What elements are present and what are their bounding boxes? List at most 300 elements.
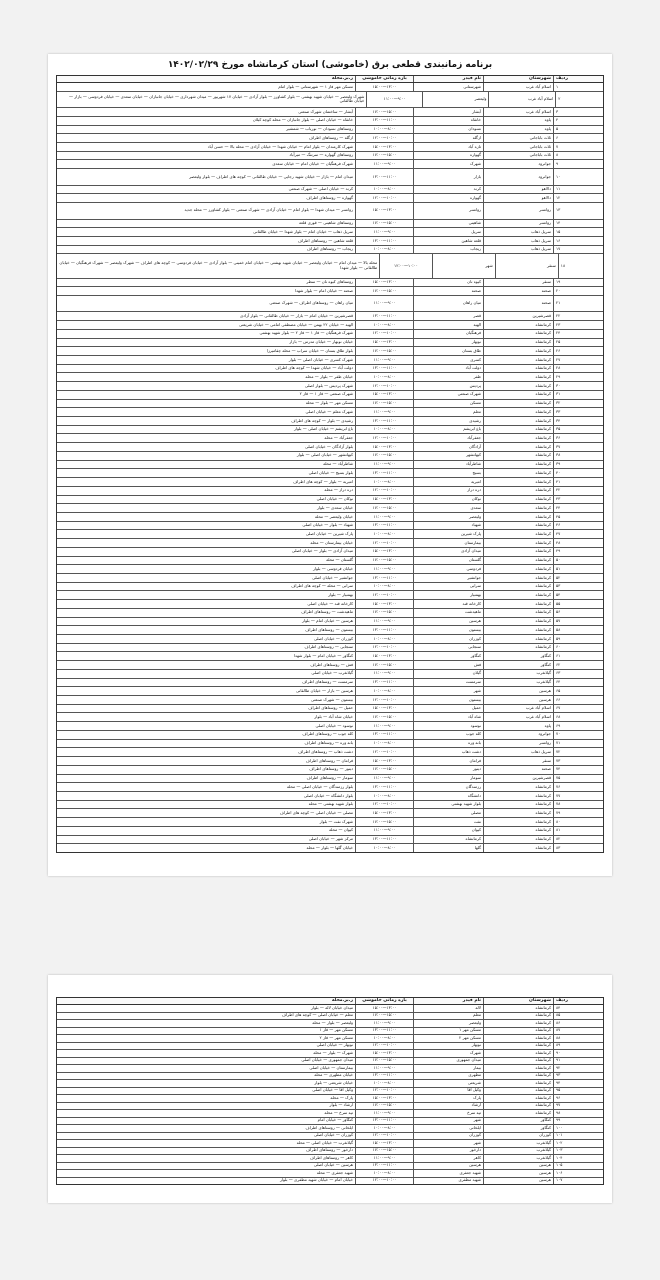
row-feeder: دینور <box>413 766 483 774</box>
row-city: کرمانشاه <box>483 461 553 469</box>
row-area: ایلخانی — روستاهای اطراف <box>305 1125 353 1130</box>
row-city: کرمانشاه <box>483 487 553 495</box>
table-header <box>56 75 604 83</box>
row-area: معلم — خیابان اصلی — کوچه های اطراف <box>281 1012 353 1018</box>
row-time: ۱۲:۰۰—۱۰:۰۰ <box>355 1178 413 1185</box>
row-time: ۱۳:۰۰—۱۱:۰۰ <box>355 1163 413 1170</box>
table-row <box>57 634 603 643</box>
row-index: ۸۹ <box>553 1043 603 1050</box>
row-feeder: شهید جعفری <box>413 1170 483 1177</box>
row-city: کرمانشاه <box>483 434 553 442</box>
row-city: ثلاث باباجانی <box>483 152 553 160</box>
row-feeder: شهر <box>432 254 495 277</box>
row-city: کرمانشاه <box>483 417 553 425</box>
row-city: کرمانشاه <box>483 426 553 434</box>
row-feeder: کرمانشاه <box>413 836 483 844</box>
row-time: ۱۲:۰۰—۱۰:۰۰ <box>355 801 413 809</box>
row-feeder: شهرک صنعتی <box>413 391 483 399</box>
row-index: ۱۰۲ <box>553 1140 603 1147</box>
row-feeder: باغ ابریشم <box>413 426 483 434</box>
row-city: کرمانشاه <box>483 836 553 844</box>
row-index: ۴۷ <box>553 530 603 538</box>
row-area: شهرک صنعتی — فاز ۱ — فاز ۲ <box>299 391 353 397</box>
row-index: ۸۵ <box>553 1013 603 1020</box>
row-area: سرمست — روستاهای اطراف <box>302 679 353 685</box>
row-area: کاهر — روستاهای اطراف <box>309 1155 353 1160</box>
row-feeder: معلم <box>413 408 483 416</box>
row-city: سنقر <box>483 757 553 765</box>
table-row <box>57 202 603 218</box>
row-feeder: میان راهان <box>413 296 483 311</box>
table-row <box>57 1147 603 1155</box>
row-area: شهرک معلم — خیابان اصلی <box>305 408 353 414</box>
row-feeder: کیوه نان <box>413 279 483 287</box>
row-index: ۷۷ <box>553 792 603 800</box>
row-feeder: پردیس <box>413 382 483 390</box>
row-city: قصرشیرین <box>483 775 553 783</box>
row-area: رشیدی — بلوار — کوچه های اطراف <box>291 417 353 423</box>
row-time: ۱۱:۰۰—۹:۰۰ <box>355 356 413 364</box>
row-area: مسکن مهر — بلوار — محله <box>305 400 353 406</box>
row-time: ۱۰:۰۰—۸:۰۰ <box>355 478 413 486</box>
row-feeder: دولت آباد <box>413 365 483 373</box>
row-time: ۱۷:۰۰—۱۵:۰۰ <box>355 504 413 512</box>
row-area: شهرک ولیعصر — خیابان شهید بهشتی — بلوار کشاورز — بلوار آزادی — خیابان ۱۷ شهریور — میدان شهرداری — خیابان جانبازان — خیابان سعدی — خیابان فردوسی — بازار — خیابان طالقانی <box>69 93 365 104</box>
row-city: سنقر <box>483 279 553 287</box>
row-index: ۷۳ <box>553 757 603 765</box>
row-area: شهرک کارمندان — بلوار امام — خیابان شهدا — خیابان آزادی — محله بالا — حسن آباد <box>207 143 353 149</box>
row-feeder: کوزران <box>413 635 483 643</box>
row-city: سرپل ذهاب <box>483 237 553 245</box>
row-city: کرمانشاه <box>483 574 553 582</box>
row-index: ۸۴ <box>553 1005 603 1012</box>
row-feeder: گلها <box>413 844 483 852</box>
table-row <box>57 1124 603 1132</box>
row-feeder: رشیدی <box>413 417 483 425</box>
table-row <box>57 564 603 573</box>
row-time: ۱۱:۰۰—۹:۰۰ <box>355 722 413 730</box>
table-row <box>57 582 603 591</box>
row-time: ۱۵:۰۰—۱۳:۰۰ <box>355 1005 413 1012</box>
row-feeder: تپه سرخ <box>413 1110 483 1117</box>
row-index: ۱۰۳ <box>553 1148 603 1155</box>
row-area: روستاهای شاهینی — قوری قلعه <box>299 220 353 226</box>
row-time: ۱۱:۰۰—۹:۰۰ <box>355 296 413 311</box>
row-area: خیابان شریعتی — بلوار <box>314 1080 353 1085</box>
row-time: ۱۰:۰۰—۸:۰۰ <box>355 246 413 254</box>
table-row <box>57 346 603 355</box>
row-area: دارخور — روستاهای اطراف <box>306 1147 353 1153</box>
row-time: ۱۲:۰۰—۱۰:۰۰ <box>355 1133 413 1140</box>
row-feeder: شهر <box>413 687 483 695</box>
row-city: کرمانشاه <box>483 400 553 408</box>
row-index: ۸۲ <box>553 836 603 844</box>
table-row <box>57 219 603 228</box>
row-feeder: بانه وره <box>413 740 483 748</box>
row-time: ۱۲:۰۰—۱۰:۰۰ <box>355 644 413 652</box>
row-index: ۷۹ <box>553 809 603 817</box>
row-city: هرسین <box>483 687 553 695</box>
table-row <box>57 245 603 254</box>
header-feeder: نام فیدر <box>413 998 483 1004</box>
table-row <box>57 1169 603 1177</box>
row-city: کرمانشاه <box>483 557 553 565</box>
table-row <box>57 372 603 381</box>
row-index: ۱۴ <box>553 220 603 228</box>
row-city: کرمانشاه <box>483 583 553 591</box>
row-index: ۲۴ <box>553 330 603 338</box>
row-feeder: شریعتی <box>413 1080 483 1087</box>
row-area: گیلانغرب — خیابان اصلی <box>311 670 353 676</box>
row-city: اسلام آباد غرب <box>483 705 553 713</box>
row-index: ۹۱ <box>553 1058 603 1065</box>
table-row <box>57 835 603 844</box>
row-time: ۱۲:۰۰—۱۰:۰۰ <box>355 487 413 495</box>
row-index: ۹۰ <box>553 1050 603 1057</box>
row-area: کنگاور — خیابان امام <box>317 1117 353 1123</box>
row-feeder: سعدی <box>413 504 483 512</box>
row-city: جوانرود <box>483 160 553 168</box>
row-feeder: ارشاد <box>413 1103 483 1110</box>
row-area: ریجاب — روستاهای اطراف <box>306 246 353 252</box>
row-feeder: فرامان <box>413 757 483 765</box>
row-index: ۵۴ <box>553 591 603 599</box>
row-feeder: شهرستانی <box>413 83 483 91</box>
row-index: ۶۹ <box>553 722 603 730</box>
table-row <box>57 1079 603 1087</box>
row-feeder: گیلان <box>413 670 483 678</box>
row-area: بهمنیار — بلوار <box>328 591 353 597</box>
table-row <box>57 338 603 347</box>
row-feeder: لاله <box>413 1005 483 1012</box>
row-area: خیابان سعدی — بلوار <box>316 504 353 510</box>
row-city: پاوه <box>483 722 553 730</box>
row-area: کیوان — محله <box>329 827 353 833</box>
row-feeder: مصلی <box>413 809 483 817</box>
row-feeder: بهمنیار <box>413 591 483 599</box>
row-index: ۳۴ <box>553 417 603 425</box>
row-feeder: نوبهار <box>413 1043 483 1050</box>
row-time: ۱۵:۰۰—۱۳:۰۰ <box>355 203 413 218</box>
row-time: ۱۷:۰۰—۱۵:۰۰ <box>355 557 413 565</box>
row-feeder: رزمندگان <box>413 783 483 791</box>
row-city: کرمانشاه <box>483 1035 553 1042</box>
table-row <box>57 608 603 617</box>
table-row <box>57 808 603 817</box>
row-feeder: قلعه شاهین <box>413 237 483 245</box>
row-city: کرمانشاه <box>483 321 553 329</box>
row-city: کرمانشاه <box>483 600 553 608</box>
row-feeder: شهر <box>413 1140 483 1147</box>
row-index: ۹۷ <box>553 1103 603 1110</box>
row-index: ۸۱ <box>553 827 603 835</box>
table-row <box>57 125 603 134</box>
row-feeder: سومار <box>413 775 483 783</box>
table-row <box>57 329 603 338</box>
row-time: ۱۷:۰۰—۱۵:۰۰ <box>355 108 413 116</box>
row-time: ۱۵:۰۰—۱۳:۰۰ <box>355 279 413 287</box>
row-city: صحنه <box>483 296 553 311</box>
row-feeder: بیمارستان <box>413 539 483 547</box>
row-index: ۷۱ <box>553 740 603 748</box>
table-row <box>57 390 603 399</box>
row-feeder: نوسود <box>413 722 483 730</box>
row-city: کوزران <box>483 1133 553 1140</box>
row-index: ۶۷ <box>553 705 603 713</box>
table-row <box>57 399 603 408</box>
row-feeder: ماهیدشت <box>413 609 483 617</box>
row-index: ۲۹ <box>553 373 603 381</box>
row-city: کرمانشاه <box>483 347 553 355</box>
row-time: ۱۲:۰۰—۱۰:۰۰ <box>379 254 431 277</box>
row-area: سرابی — محله — کوچه های اطراف <box>291 583 353 589</box>
row-area: ارشاد — بلوار <box>329 1102 353 1108</box>
row-time: ۱۵:۰۰—۱۳:۰۰ <box>355 1095 413 1102</box>
row-time: ۱۱:۰۰—۹:۰۰ <box>355 160 413 168</box>
row-feeder: ایلخانی <box>413 1125 483 1132</box>
row-feeder: کیهانشهر <box>413 452 483 460</box>
row-area: روانسر — میدان شهدا — بلوار امام — خیابان آزادی — شهرک صنعتی — بلوار کشاورز — محله جدید <box>184 207 353 213</box>
row-feeder: شاه آباد <box>413 713 483 721</box>
row-feeder: بیمار <box>413 1065 483 1072</box>
row-feeder: جوانشیر <box>413 574 483 582</box>
header-area: ز.بر.محله <box>331 998 353 1003</box>
row-area: کرند — خیابان اصلی — شهرک صنعتی <box>288 186 353 192</box>
row-feeder: معلم <box>413 1013 483 1020</box>
row-city: کرمانشاه <box>483 609 553 617</box>
row-city: کرمانشاه <box>483 1050 553 1057</box>
row-city: کرمانشاه <box>483 1095 553 1102</box>
row-time: ۱۳:۰۰—۱۱:۰۰ <box>355 1028 413 1035</box>
row-city: کرمانشاه <box>483 408 553 416</box>
row-index: ۴۹ <box>553 548 603 556</box>
row-area: کوزران — خیابان اصلی <box>313 1132 353 1138</box>
row-index: ۲۳ <box>553 321 603 329</box>
row-time: ۱۰:۰۰—۸:۰۰ <box>355 740 413 748</box>
table-row <box>57 503 603 512</box>
row-time: ۱۵:۰۰—۱۳:۰۰ <box>355 339 413 347</box>
row-time: ۱۱:۰۰—۹:۰۰ <box>355 827 413 835</box>
row-feeder: فش <box>413 661 483 669</box>
row-area: شهرک پردیس — بلوار اصلی <box>304 382 353 388</box>
row-area: سرپل ذهاب — خیابان امام — بلوار شهدا — خیابان طالقانی <box>253 228 353 234</box>
row-time: ۱۳:۰۰—۱۱:۰۰ <box>355 522 413 530</box>
table-row <box>57 695 603 704</box>
row-time: ۱۵:۰۰—۱۳:۰۰ <box>355 652 413 660</box>
table-row <box>57 712 603 721</box>
row-feeder: ولیعصر <box>413 513 483 521</box>
row-area: شهرک فرهنگیان — فاز ۱ — فاز ۲ — بلوار شهید بهشتی <box>259 330 353 336</box>
row-feeder: دانشگاه <box>413 792 483 800</box>
row-city: کنگاور <box>483 652 553 660</box>
row-city: اسلام آباد غرب <box>483 83 553 91</box>
table-row <box>57 617 603 626</box>
row-feeder: کرند <box>413 186 483 194</box>
row-index: ۱۱ <box>553 186 603 194</box>
row-feeder: کنگاور <box>413 652 483 660</box>
row-area: قلعه شاهین — روستاهای اطراف <box>297 237 353 243</box>
row-index: ۱۰۰ <box>553 1125 603 1132</box>
row-time: ۱۵:۰۰—۱۳:۰۰ <box>355 1050 413 1057</box>
table-row <box>57 599 603 608</box>
table-row <box>57 311 603 320</box>
row-time: ۱۵:۰۰—۱۳:۰۰ <box>355 143 413 151</box>
table-row <box>57 1042 603 1050</box>
row-area: بانه وره — روستاهای اطراف <box>304 740 353 746</box>
table-row <box>57 193 603 202</box>
row-feeder: سرابی <box>413 583 483 591</box>
row-time: ۱۷:۰۰—۱۵:۰۰ <box>355 1058 413 1065</box>
row-index: ۱۸ <box>558 254 603 277</box>
row-area: مصلی — خیابان اصلی — کوچه های اطراف <box>279 809 353 815</box>
table-row <box>57 107 603 116</box>
table-row <box>57 573 603 582</box>
row-city: سرپل ذهاب <box>483 748 553 756</box>
row-area: شهید جعفری — محله <box>316 1170 353 1175</box>
row-city: جوانرود <box>483 169 553 184</box>
table-row <box>57 643 603 652</box>
table-row <box>57 521 603 530</box>
row-feeder: بازار <box>413 169 483 184</box>
row-area: خیابان ظفر — بلوار — محله <box>305 374 353 379</box>
row-time: ۱۲:۰۰—۱۰:۰۰ <box>355 539 413 547</box>
row-area: بلوار رزمندگان — خیابان اصلی — محله <box>286 783 353 789</box>
row-time: ۱۷:۰۰—۱۵:۰۰ <box>355 400 413 408</box>
table-row <box>57 151 603 160</box>
row-time: ۱۰:۰۰—۸:۰۰ <box>355 530 413 538</box>
row-time: ۱۷:۰۰—۱۵:۰۰ <box>355 818 413 826</box>
row-area: میدان امام — بازار — خیابان شهید رجایی — خیابان طالقانی — کوچه های اطراف — بلوار ولیعصر <box>189 173 353 179</box>
row-index: ۱۰۱ <box>553 1133 603 1140</box>
row-index: ۸۷ <box>553 1028 603 1035</box>
table-row <box>57 381 603 390</box>
table-row <box>57 556 603 565</box>
row-area: محله بالا — میدان امام — خیابان ولیعصر — خیابان شهید بهشتی — خیابان امام خمینی — بلوار آزادی — خیابان فردوسی — کوچه های اطراف — شهرک ولیعصر — شهرک فرهنگیان — خیابان طالقانی — بلوار شهدا <box>59 260 378 270</box>
row-index: ۳ <box>553 108 603 116</box>
table-row <box>57 253 603 277</box>
row-area: گیلانغرب — خیابان اصلی — محله <box>296 1140 353 1145</box>
row-city: کرمانشاه <box>483 539 553 547</box>
row-feeder: کیوان <box>413 827 483 835</box>
table-row <box>57 295 603 311</box>
row-index: ۲۰ <box>553 287 603 295</box>
row-index: ۶۲ <box>553 661 603 669</box>
row-index: ۷۲ <box>553 748 603 756</box>
row-feeder: ازگله <box>413 134 483 142</box>
row-time: ۱۳:۰۰—۱۱:۰۰ <box>355 169 413 184</box>
row-feeder: تازه آباد <box>413 143 483 151</box>
row-index: ۱۵ <box>553 228 603 236</box>
row-index: ۵۱ <box>553 565 603 573</box>
row-time: ۱۰:۰۰—۸:۰۰ <box>355 635 413 643</box>
row-area: ولیعصر — بلوار — محله <box>312 1020 353 1025</box>
row-time: ۱۳:۰۰—۱۱:۰۰ <box>355 679 413 687</box>
row-index: ۹۹ <box>553 1118 603 1125</box>
row-city: کرمانشاه <box>483 1065 553 1072</box>
header-time: بازه زمانی خاموشی <box>355 76 413 82</box>
row-city: کرمانشاه <box>483 530 553 538</box>
row-index: ۷۶ <box>553 783 603 791</box>
row-city: قصرشیرین <box>483 312 553 320</box>
row-time: ۱۱:۰۰—۹:۰۰ <box>366 92 421 107</box>
row-city: کنگاور <box>483 1118 553 1125</box>
row-area: جوانشیر — خیابان اصلی <box>312 574 353 580</box>
row-area: مسکن مهر فاز ۱ — شهرستانی — بلوار امام <box>278 83 353 89</box>
table-row <box>57 460 603 469</box>
row-city: کرمانشاه <box>483 635 553 643</box>
row-index: ۹۶ <box>553 1095 603 1102</box>
row-city: هرسین <box>483 1163 553 1170</box>
row-time: ۱۲:۰۰—۱۰:۰۰ <box>355 1088 413 1095</box>
row-feeder: امیریه <box>413 478 483 486</box>
table-row <box>57 495 603 504</box>
row-feeder: فردوسی <box>413 565 483 573</box>
row-area: نوسود — خیابان اصلی <box>315 722 353 728</box>
table-row <box>57 660 603 669</box>
row-feeder: ولیعصر <box>413 1020 483 1027</box>
row-area: آبشار — ساختمان شهرک صنعتی <box>298 108 353 114</box>
row-index: ۵ <box>553 126 603 134</box>
row-area: خیابان گلها — بلوار — محله <box>306 844 353 850</box>
row-index: ۵۹ <box>553 635 603 643</box>
row-time: ۱۲:۰۰—۱۰:۰۰ <box>355 134 413 142</box>
row-city: کرمانشاه <box>483 469 553 477</box>
row-feeder: کوزران <box>413 1133 483 1140</box>
row-index: ۱۰۴ <box>553 1155 603 1162</box>
row-city: کرمانشاه <box>483 827 553 835</box>
row-city: کرمانشاه <box>483 1110 553 1117</box>
row-index: ۵۸ <box>553 626 603 634</box>
row-city: پاوه <box>483 117 553 125</box>
header-index: ردیف <box>553 998 603 1004</box>
row-city: سنقر <box>495 254 558 277</box>
row-index: ۹۵ <box>553 1088 603 1095</box>
row-feeder: پارک شیرین <box>413 530 483 538</box>
row-time: ۱۰:۰۰—۸:۰۰ <box>355 186 413 194</box>
row-area: هرسین — بازار — خیابان طالقانی <box>295 687 353 693</box>
table-row <box>57 433 603 442</box>
row-area: کله جوب — روستاهای اطراف <box>302 731 353 737</box>
row-area: دینور — روستاهای اطراف <box>309 766 353 772</box>
row-city: گیلانغرب <box>483 670 553 678</box>
row-feeder: شهرک <box>413 1050 483 1057</box>
row-feeder: هرسین <box>413 618 483 626</box>
row-index: ۱ <box>553 83 603 91</box>
row-city: کرمانشاه <box>483 382 553 390</box>
row-time: ۱۱:۰۰—۹:۰۰ <box>355 408 413 416</box>
row-time: ۱۱:۰۰—۹:۰۰ <box>355 228 413 236</box>
row-time: ۱۳:۰۰—۱۱:۰۰ <box>355 417 413 425</box>
row-area: هرسین — خیابان امام — بلوار <box>302 618 353 624</box>
row-index: ۷۰ <box>553 731 603 739</box>
table-row <box>57 116 603 125</box>
row-city: کرمانشاه <box>483 356 553 364</box>
row-area: خیابان نوبهار — خیابان مدرس — بازار <box>289 339 353 345</box>
row-area: بلوار طاق بستان — خیابان سراب — محله چقامیرزا <box>266 347 353 353</box>
table-row <box>57 1109 603 1117</box>
row-area: خانقاه — خیابان اصلی — بلوار جانبازان — محله کوچه کیلان <box>252 117 353 123</box>
row-index: ۲ <box>555 92 603 107</box>
table-body <box>56 1005 604 1185</box>
row-city: کرمانشاه <box>483 1005 553 1012</box>
row-feeder: سنجابی <box>413 644 483 652</box>
row-city: ثلاث باباجانی <box>483 143 553 151</box>
table-row <box>57 1049 603 1057</box>
schedule-page-1 <box>48 54 612 876</box>
row-city: کرمانشاه <box>483 452 553 460</box>
row-time: ۱۵:۰۰—۱۳:۰۰ <box>355 809 413 817</box>
row-city: کرمانشاه <box>483 513 553 521</box>
